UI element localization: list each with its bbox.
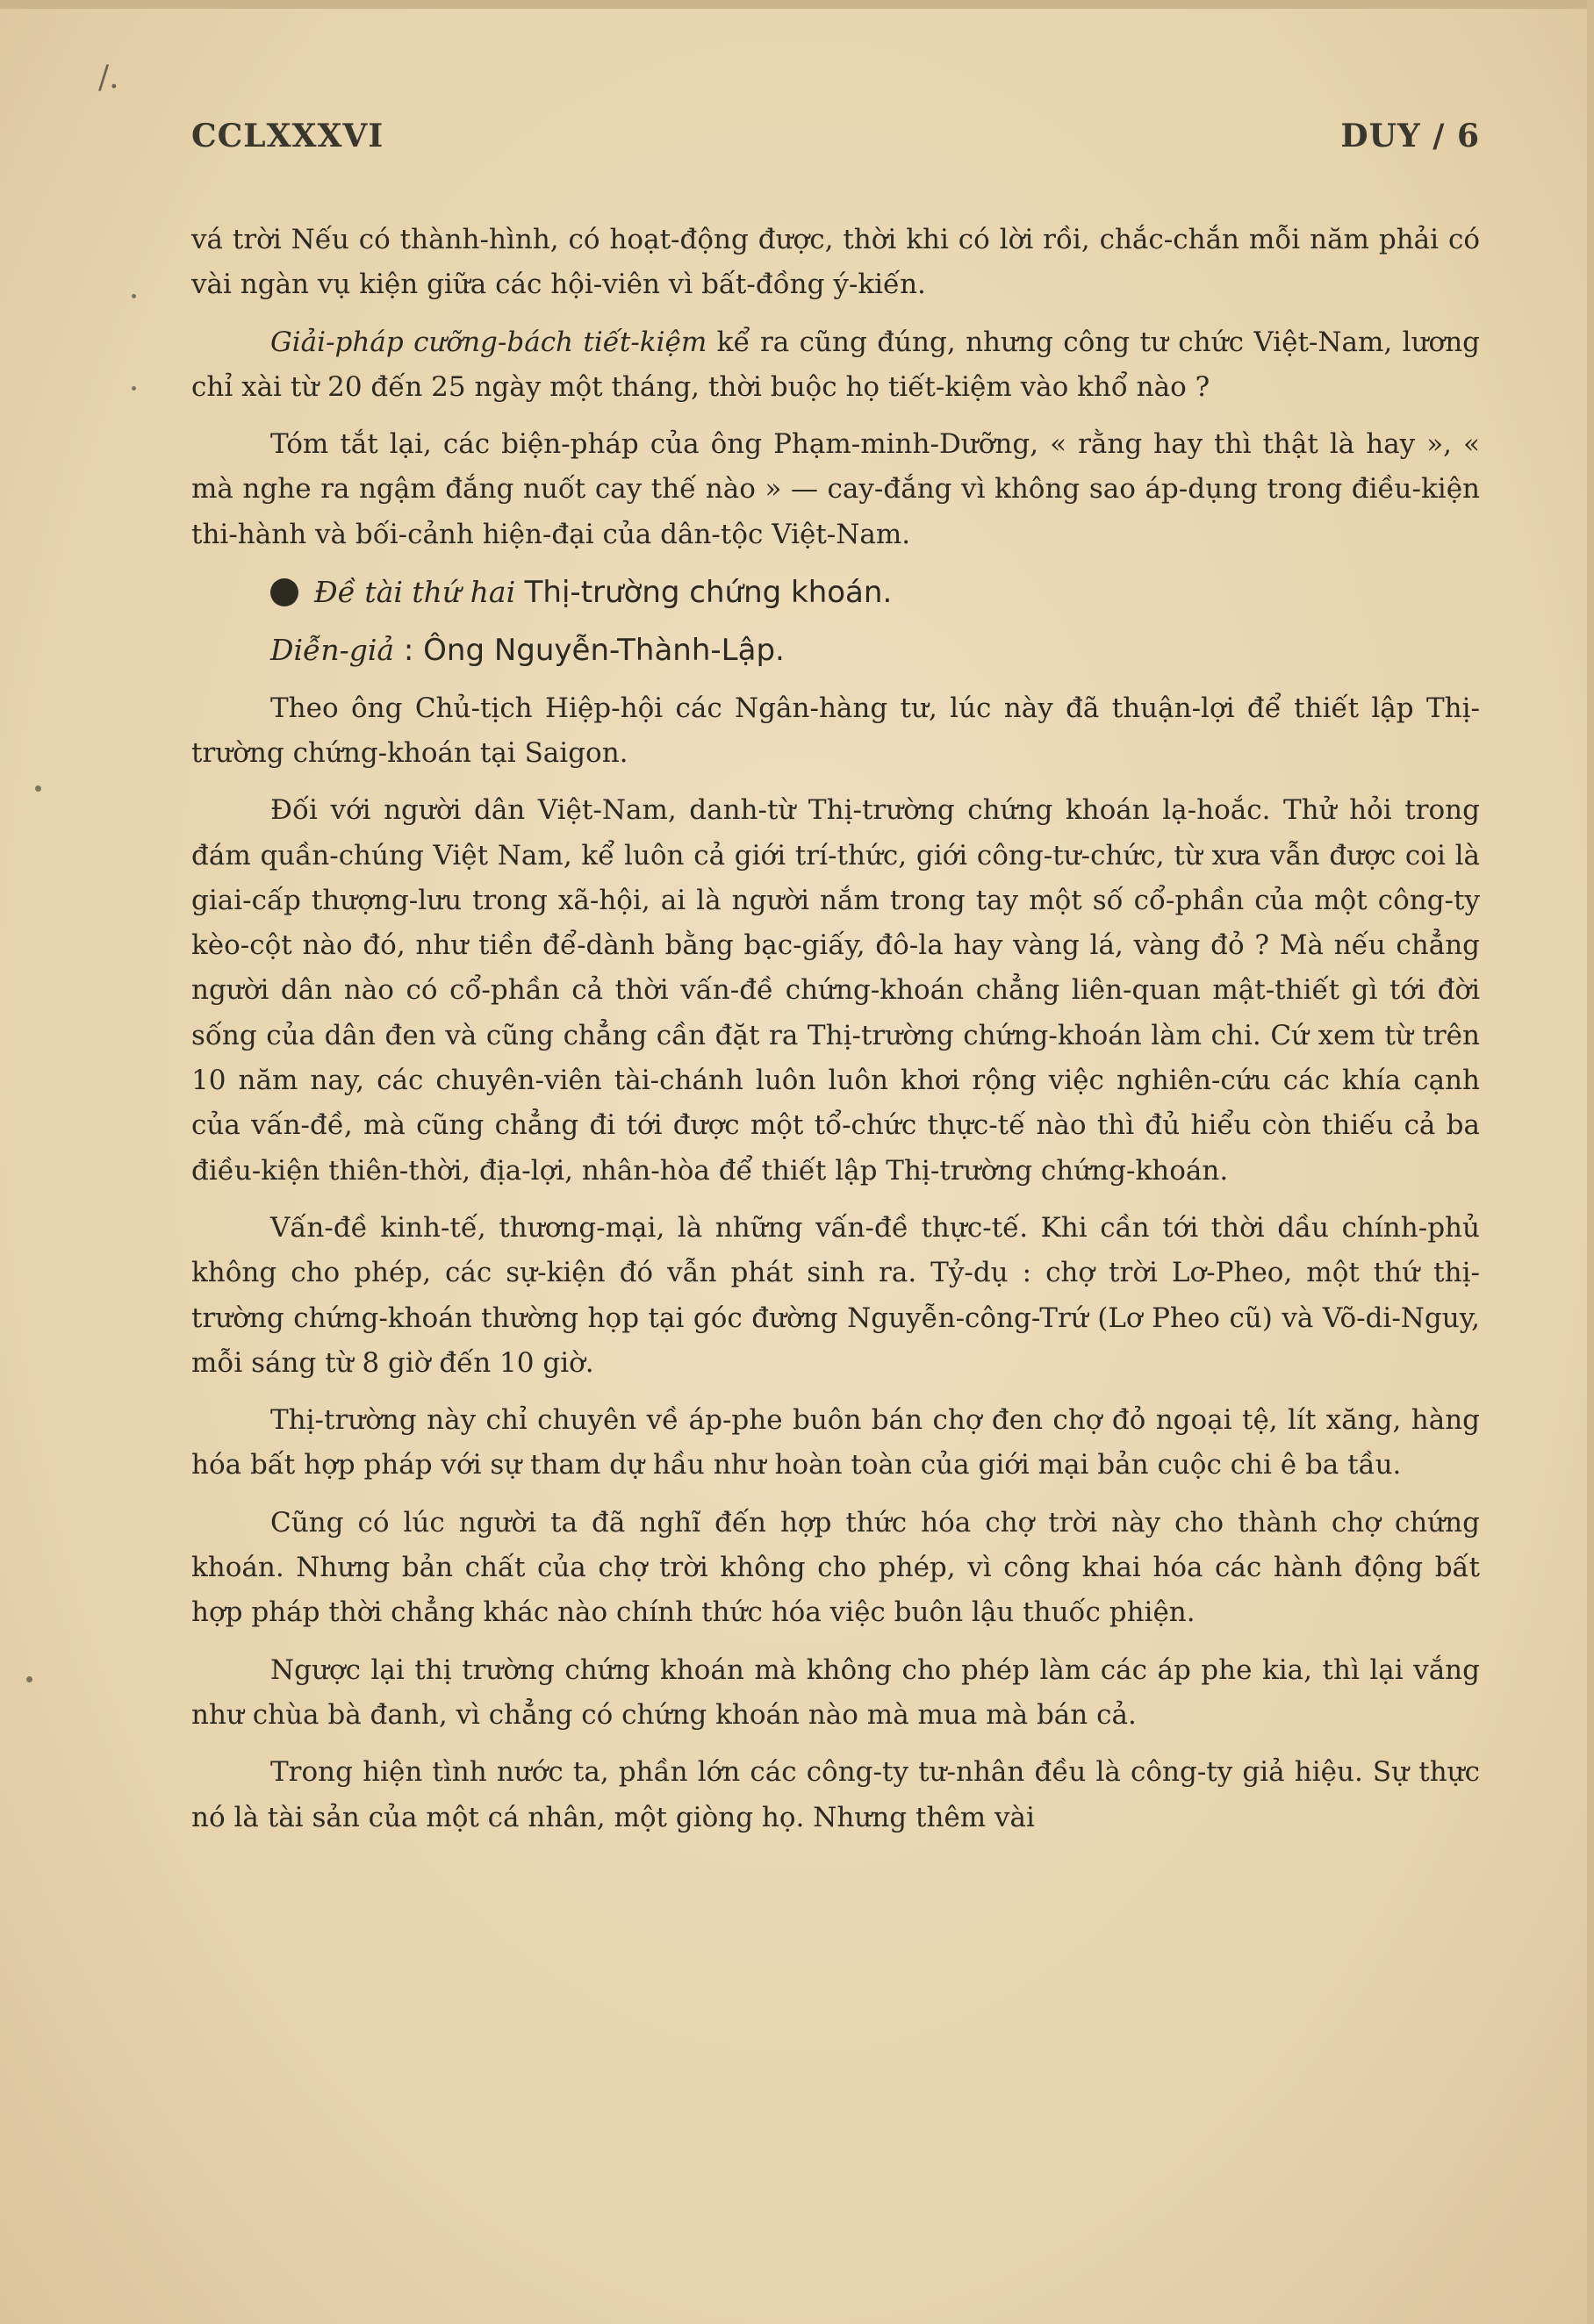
header-page-label: DUY / 6	[1340, 118, 1480, 154]
paragraph: Vấn-đề kinh-tế, thương-mại, là những vấn-đề thực-tế. Khi cần tới thời dầu chính-phủ không cho phép, các sự-kiện đó vẫn phát sinh ra. Tỷ-dụ : chợ trời Lơ-Pheo, một thứ thị-trường chứng-khoán thường họp tại góc đường Nguyễn-công-Trứ (Lơ Pheo cũ) và Võ-di-Nguy, mỗi sáng từ 8 giờ đến 10 giờ.	[191, 1211, 1480, 1379]
paragraph: Theo ông Chủ-tịch Hiệp-hội các Ngân-hàng tư, lúc này đã thuận-lợi để thiết lập Thị-trường chứng-khoán tại Saigon.	[191, 692, 1480, 769]
paragraph: Trong hiện tình nước ta, phần lớn các công-ty tư-nhân đều là công-ty giả hiệu. Sự thực nó là tài sản của một cá nhân, một giòng họ. Nhưng thêm vài	[191, 1756, 1480, 1833]
paragraph: Tóm tắt lại, các biện-pháp của ông Phạm-minh-Dưỡng, « rằng hay thì thật là hay », « mà nghe ra ngậm đắng nuốt cay thế nào » — cay-đắng vì không sao áp-dụng trong điều-kiện thi-hành và bối-cảnh hiện-đại của dân-tộc Việt-Nam.	[191, 428, 1480, 550]
speaker-line	[191, 628, 1480, 673]
page-right-edge	[1587, 0, 1594, 2324]
paragraph-text: kể ra cũng đúng, nhưng công tư chức Việt-Nam, lương chỉ xài từ 20 đến 25 ngày một tháng, thời buộc họ tiết-kiệm vào khổ nào ?	[191, 326, 1481, 403]
paragraph: Cũng có lúc người ta đã nghĩ đến hợp thức hóa chợ trời này cho thành chợ chứng khoán. Nhưng bản chất của chợ trời không cho phép, vì công khai hóa các hành động bất hợp pháp thời chẳng khác nào chính thức hóa việc buôn lậu thuốc phiện.	[191, 1506, 1480, 1629]
topic-heading	[191, 570, 1480, 615]
paragraph: vá trời Nếu có thành-hình, có hoạt-động được, thời khi có lời rồi, chắc-chắn mỗi năm phải có vài ngàn vụ kiện giữa các hội-viên vì bất-đồng ý-kiến.	[191, 224, 1480, 301]
speaker-label: Diễn-giả	[270, 633, 395, 668]
margin-mark: /.	[98, 60, 119, 96]
paragraph: Đối với người dân Việt-Nam, danh-từ Thị-trường chứng khoán lạ-hoắc. Thử hỏi trong đám quần-chúng Việt Nam, kể luôn cả giới trí-thức, giới công-tư-chức, từ xưa vẫn được coi là giai-cấp thượng-lưu trong xã-hội, ai là người nắm trong tay một số cổ-phần của một công-ty kèo-cột nào đó, như tiền để-dành bằng bạc-giấy, đô-la hay vàng lá, vàng đỏ ? Mà nếu chẳng người dân nào có cổ-phần cả thời vấn-đề chứng-khoán chẳng liên-quan mật-thiết gì tới đời sống của dân đen và cũng chẳng cần đặt ra Thị-trường chứng-khoán làm chi. Cứ xem từ trên 10 năm nay, các chuyên-viên tài-chánh luôn luôn khơi rộng việc nghiên-cứu các khía cạnh của vấn-đề, mà cũng chẳng đi tới được một tổ-chức thực-tế nào thì đủ hiểu còn thiếu cả ba điều-kiện thiên-thời, địa-lợi, nhân-hòa để thiết lập Thị-trường chứng-khoán.	[191, 794, 1480, 1187]
running-header	[191, 118, 1480, 161]
emphasis-text: Giải-pháp cưỡng-bách tiết-kiệm	[270, 326, 707, 358]
header-volume-number: CCLXXXVI	[191, 118, 384, 154]
paragraph: Thị-trường này chỉ chuyên về áp-phe buôn bán chợ đen chợ đỏ ngoại tệ, lít xăng, hàng hóa bất hợp pháp với sự tham dự hầu như hoàn toàn của giới mại bản cuộc chi ê ba tầu.	[191, 1404, 1480, 1481]
paragraph: Ngược lại thị trường chứng khoán mà không cho phép làm các áp phe kia, thì lại vắng như chùa bà đanh, vì chẳng có chứng khoán nào mà mua mà bán cả.	[191, 1653, 1480, 1731]
page-top-edge	[0, 0, 1594, 9]
paper-speck	[132, 386, 136, 391]
topic-title: Thị-trường chứng khoán.	[524, 575, 893, 611]
bullet-icon	[270, 578, 298, 606]
speaker-name: : Ông Nguyễn-Thành-Lập.	[394, 633, 785, 669]
paragraph	[191, 320, 1480, 411]
article-body	[191, 218, 1480, 1840]
paper-speck	[35, 785, 41, 792]
topic-label: Đề tài thứ hai	[314, 575, 516, 610]
paper-speck	[26, 1676, 32, 1682]
paper-speck	[132, 294, 136, 298]
